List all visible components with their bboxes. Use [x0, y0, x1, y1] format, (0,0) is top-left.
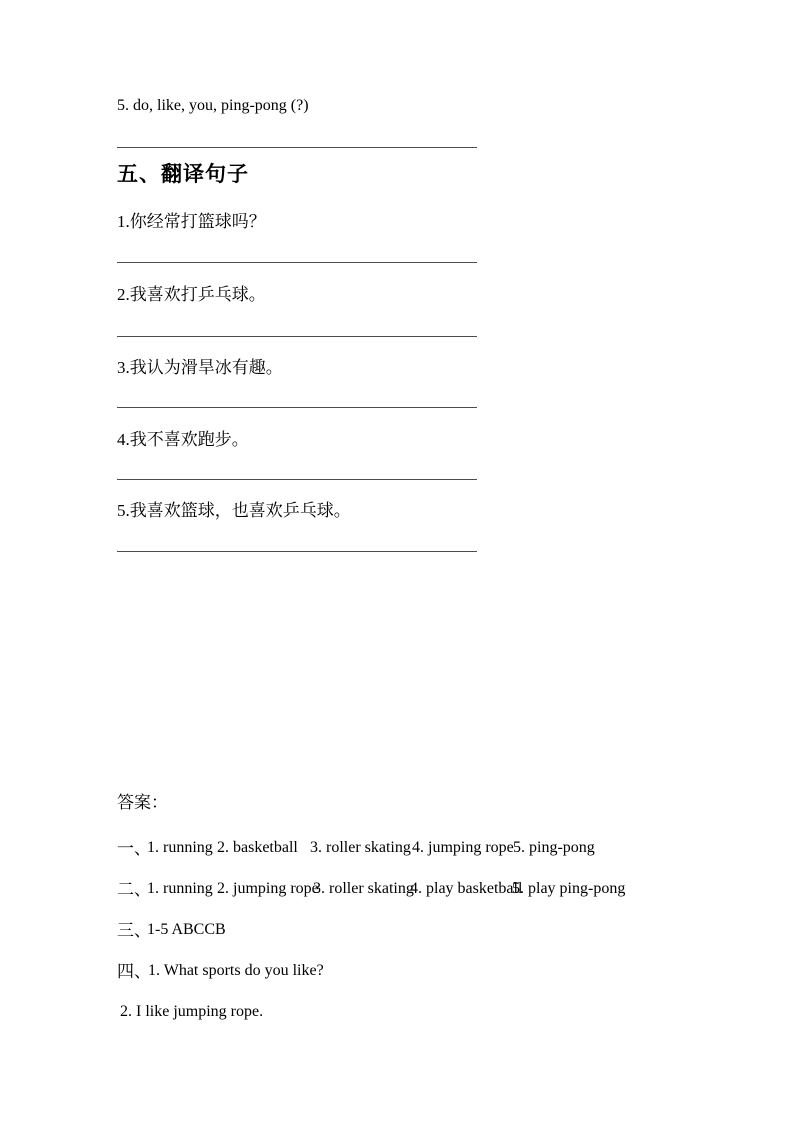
answer-row-label: 二、: [117, 880, 151, 899]
translation-item-5: 5.我喜欢篮球，也喜欢乒乓球。: [117, 501, 351, 520]
answer-item: 3. roller skating: [313, 880, 414, 897]
answer-blank-line: [117, 147, 477, 148]
answer-item: 5. ping-pong: [513, 839, 595, 856]
answer-item: 3. roller skating: [310, 839, 411, 856]
answer-item: 2. jumping rope: [217, 880, 319, 897]
answer-row-label: 三、: [117, 921, 151, 940]
answer-key-label: 答案：: [117, 793, 168, 812]
section-heading-translate-sentences: 五、翻译句子: [117, 163, 249, 186]
answer-item: 4. play basketball: [410, 880, 523, 897]
word-order-item-5: 5. do, like, you, ping-pong (?): [117, 97, 309, 114]
answer-item: 2. I like jumping rope.: [120, 1003, 264, 1020]
answer-blank-line: [117, 407, 477, 408]
translation-item-3: 3.我认为滑旱冰有趣。: [117, 358, 283, 377]
answer-blank-line: [117, 262, 477, 263]
translation-item-2: 2.我喜欢打乒乓球。: [117, 285, 266, 304]
answer-item: 1. running: [147, 880, 213, 897]
answer-row-label: 四、: [117, 962, 151, 981]
answer-item: 4. jumping rope: [412, 839, 514, 856]
translation-item-4: 4.我不喜欢跑步。: [117, 430, 249, 449]
answer-item: 2. basketball: [217, 839, 298, 856]
answer-blank-line: [117, 336, 477, 337]
answer-item: 1-5 ABCCB: [147, 921, 226, 938]
answer-item: 1. running: [147, 839, 213, 856]
answer-blank-line: [117, 479, 477, 480]
answer-item: 1. What sports do you like?: [148, 962, 324, 979]
answer-row-label: 一、: [117, 839, 151, 858]
answer-item: 5. play ping-pong: [512, 880, 626, 897]
answer-blank-line: [117, 551, 477, 552]
translation-item-1: 1.你经常打篮球吗？: [117, 212, 266, 231]
